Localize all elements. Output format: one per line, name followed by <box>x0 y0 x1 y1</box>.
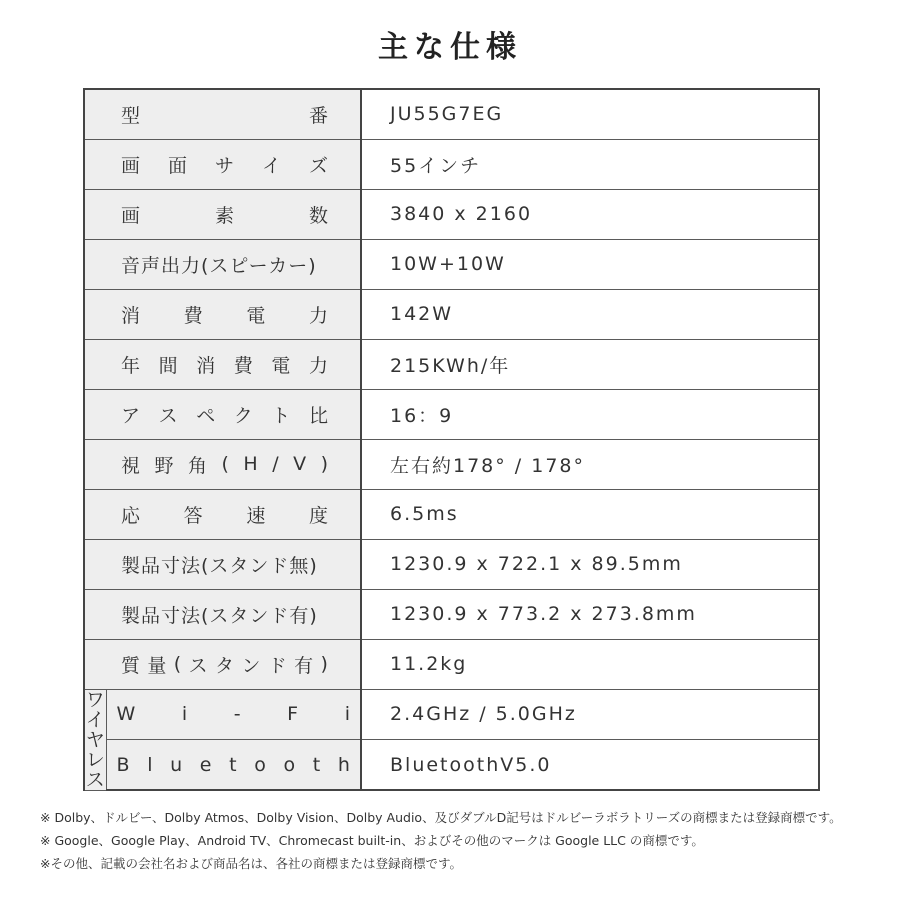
label-char: 面 <box>167 154 187 177</box>
spec-label-text <box>121 501 328 528</box>
spec-label <box>84 189 361 239</box>
spec-value: 11.2kg <box>361 639 819 689</box>
footnote: ※ Google、Google Play、Android TV、Chromecast built-in、およびその他のマークは Google LLC の商標です。 <box>40 833 704 848</box>
spec-row <box>84 339 819 389</box>
label-char: イ <box>261 154 281 177</box>
label-char: 電 <box>271 354 291 377</box>
group-char: イ <box>85 708 105 731</box>
spec-label <box>106 740 361 791</box>
spec-value: 1230.9 x 722.1 x 89.5mm <box>361 539 819 589</box>
group-char: ワ <box>85 688 105 711</box>
label-char: B <box>116 753 130 776</box>
label-char: 型 <box>121 104 141 127</box>
label-char: t <box>229 753 237 776</box>
spec-label-text: 音声出力(スピーカー) <box>121 254 317 277</box>
spec-value: 1230.9 x 773.2 x 273.8mm <box>361 589 819 639</box>
label-char: 消 <box>121 304 141 327</box>
spec-value: 16：9 <box>361 389 819 439</box>
label-char: 数 <box>308 204 328 227</box>
spec-label-text <box>121 651 328 678</box>
spec-value: 142W <box>361 289 819 339</box>
spec-value: 左右約178° / 178° <box>361 439 819 489</box>
label-char: ( <box>221 453 229 475</box>
label-char: l <box>147 753 153 776</box>
label-char: 力 <box>308 304 328 327</box>
label-char: ) <box>320 453 328 475</box>
spec-label-text <box>121 301 328 328</box>
spec-row-wireless <box>84 689 819 740</box>
label-char: ト <box>271 404 291 427</box>
spec-row <box>84 489 819 539</box>
label-char: 度 <box>308 504 328 527</box>
spec-value: 2.4GHz / 5.0GHz <box>361 689 819 740</box>
group-char: ス <box>85 768 105 791</box>
label-char: - <box>233 703 241 726</box>
label-char: 応 <box>121 504 141 527</box>
label-char: 有 <box>294 654 314 677</box>
label-char: 速 <box>246 504 266 527</box>
spec-label-text <box>121 201 328 228</box>
label-char: ペ <box>196 404 216 427</box>
spec-label <box>106 689 361 740</box>
spec-row <box>84 439 819 489</box>
label-char: 番 <box>308 104 328 127</box>
spec-value: JU55G7EG <box>361 89 819 139</box>
label-char: 力 <box>308 354 328 377</box>
label-char: 野 <box>154 454 174 477</box>
spec-label <box>84 439 361 489</box>
spec-value: 55インチ <box>361 139 819 189</box>
spec-label-text <box>117 703 351 725</box>
spec-label <box>84 139 361 189</box>
spec-label-text <box>121 451 328 478</box>
label-char: ス <box>188 654 208 677</box>
spec-row-wireless <box>84 740 819 791</box>
spec-label-text <box>117 754 351 776</box>
spec-row <box>84 589 819 639</box>
label-char: 比 <box>308 404 328 427</box>
spec-row <box>84 539 819 589</box>
footnotes <box>40 806 890 875</box>
label-char: 角 <box>188 454 208 477</box>
spec-value: 10W+10W <box>361 239 819 289</box>
spec-row <box>84 139 819 189</box>
spec-label-text <box>121 151 328 178</box>
label-char: h <box>337 753 350 776</box>
wireless-group-text <box>85 690 106 790</box>
spec-value: 215KWh/年 <box>361 339 819 389</box>
wireless-group-label <box>84 689 106 790</box>
label-char: V <box>293 453 307 475</box>
label-char: ア <box>121 404 141 427</box>
label-char: W <box>116 703 136 726</box>
spec-label-text <box>121 401 328 428</box>
label-char: ズ <box>308 154 328 177</box>
spec-label <box>84 539 361 589</box>
spec-label-text: 製品寸法(スタンド有) <box>121 604 318 627</box>
spec-value: BluetoothV5.0 <box>361 740 819 791</box>
spec-label <box>84 89 361 139</box>
label-char: o <box>283 753 296 776</box>
spec-value: 3840 x 2160 <box>361 189 819 239</box>
group-char: レ <box>85 748 105 771</box>
label-char: / <box>272 453 279 475</box>
spec-table <box>83 88 820 791</box>
spec-label <box>84 639 361 689</box>
spec-value: 6.5ms <box>361 489 819 539</box>
label-char: t <box>312 753 321 776</box>
label-char: 量 <box>147 654 167 677</box>
label-char: 年 <box>121 354 141 377</box>
label-char: ( <box>173 653 182 675</box>
spec-row <box>84 189 819 239</box>
footnote: ※ Dolby、ドルビー、Dolby Atmos、Dolby Vision、Dolby Audio、及びダブルD記号はドルビーラボラトリーズの商標または登録商標です。 <box>40 810 842 825</box>
label-char: 消 <box>196 354 216 377</box>
label-char: H <box>243 453 258 475</box>
label-char: ス <box>158 404 178 427</box>
spec-label <box>84 589 361 639</box>
spec-table-body <box>84 89 819 790</box>
label-char: 答 <box>183 504 203 527</box>
label-char: 費 <box>183 304 203 327</box>
spec-row <box>84 239 819 289</box>
label-char: i <box>181 703 188 726</box>
label-char: タ <box>214 654 234 677</box>
spec-row <box>84 639 819 689</box>
spec-label-text <box>121 351 328 378</box>
spec-label <box>84 489 361 539</box>
spec-label <box>84 339 361 389</box>
label-char: サ <box>214 154 234 177</box>
footnote: ※その他、記載の会社名および商品名は、各社の商標または登録商標です。 <box>40 856 462 871</box>
label-char: ) <box>320 653 328 675</box>
label-char: 間 <box>158 354 178 377</box>
label-char: F <box>287 703 299 726</box>
page-title: 主な仕様 <box>378 30 522 65</box>
spec-label-text: 製品寸法(スタンド無) <box>121 554 318 577</box>
label-char: ン <box>241 654 261 677</box>
label-char: 画 <box>121 204 141 227</box>
label-char: e <box>199 753 212 776</box>
label-char: 画 <box>121 154 141 177</box>
label-char: 質 <box>121 654 141 677</box>
label-char: 電 <box>246 304 266 327</box>
spec-label <box>84 289 361 339</box>
spec-label <box>84 239 361 289</box>
label-char: o <box>254 753 266 776</box>
spec-row <box>84 89 819 139</box>
spec-label-text <box>121 101 328 128</box>
label-char: 素 <box>214 204 234 227</box>
label-char: ク <box>233 404 253 427</box>
spec-row <box>84 389 819 439</box>
label-char: ド <box>267 654 287 677</box>
spec-row <box>84 289 819 339</box>
group-char: ヤ <box>85 728 105 751</box>
label-char: 視 <box>121 454 141 477</box>
label-char: 費 <box>233 354 253 377</box>
spec-label <box>84 389 361 439</box>
label-char: i <box>344 703 350 726</box>
label-char: u <box>170 753 183 776</box>
